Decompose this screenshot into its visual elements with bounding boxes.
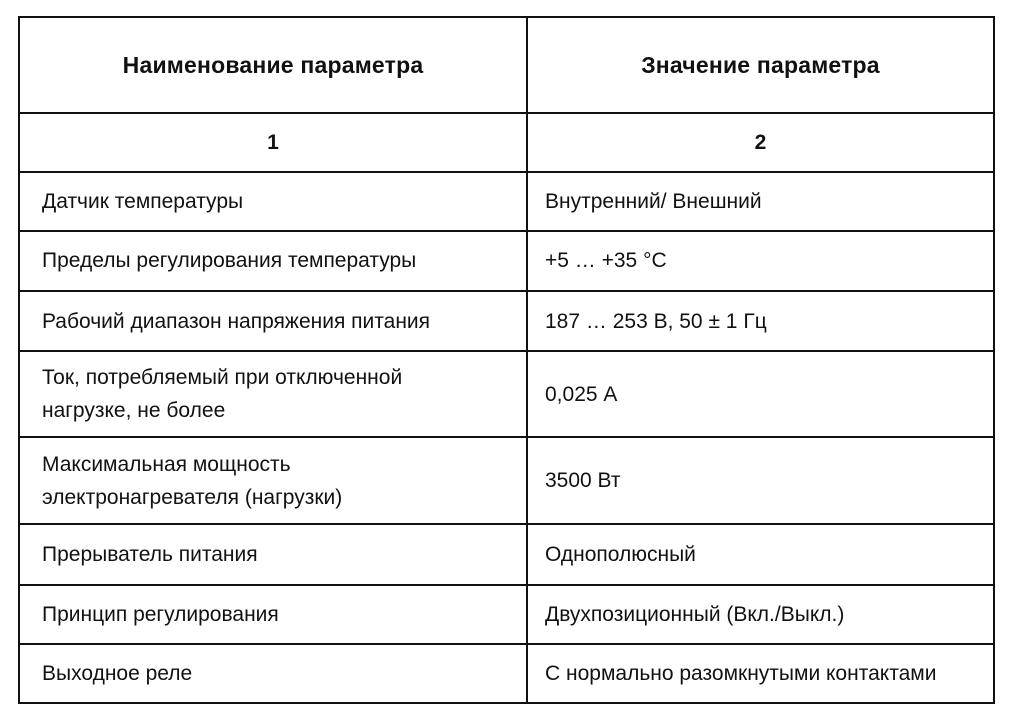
param-name: Максимальная мощность электронагревателя (нагрузки): [42, 452, 343, 509]
param-name: Ток, потребляемый при отключенной нагрузке, не более: [42, 366, 403, 423]
param-name: Пределы регулирования температуры: [42, 249, 417, 273]
param-value-cell: [527, 437, 993, 524]
header-param-name: Наименование параметра: [20, 18, 527, 113]
parameters-table-grid: [20, 18, 993, 702]
param-name-cell: [20, 644, 527, 702]
table-row: [20, 172, 993, 230]
table-row: [20, 644, 993, 702]
param-value-cell: [527, 231, 993, 291]
param-value-cell: [527, 351, 993, 437]
param-name: Выходное реле: [42, 661, 193, 685]
param-name-cell: [20, 172, 527, 230]
param-value: Однополюсный: [545, 543, 696, 567]
param-name-cell: [20, 351, 527, 437]
table-row: [20, 437, 993, 524]
column-number-1: 1: [20, 113, 527, 172]
param-value: С нормально разомкнутыми контактами: [545, 661, 937, 685]
param-value-cell: [527, 524, 993, 585]
table-row: [20, 291, 993, 351]
param-name: Прерыватель питания: [42, 543, 258, 567]
table-row: [20, 351, 993, 437]
param-value-cell: [527, 291, 993, 351]
table-header-row: [20, 18, 993, 113]
param-value: Внутренний/ Внешний: [545, 190, 762, 213]
param-name-cell: [20, 437, 527, 524]
param-name: Рабочий диапазон напряжения питания: [42, 309, 431, 333]
table-row: [20, 524, 993, 585]
param-name-cell: [20, 585, 527, 643]
param-name-cell: [20, 524, 527, 585]
param-value: 0,025 А: [545, 382, 618, 406]
header-param-value: Значение параметра: [527, 18, 993, 113]
param-value: 3500 Вт: [545, 469, 621, 493]
param-name: Датчик температуры: [42, 190, 244, 213]
param-value-cell: [527, 644, 993, 702]
table-row: [20, 585, 993, 643]
table-row: [20, 231, 993, 291]
parameters-table: [18, 16, 995, 704]
param-name-cell: [20, 291, 527, 351]
column-number-row: [20, 113, 993, 172]
column-number-2: 2: [527, 113, 993, 172]
param-value: +5 … +35 °С: [545, 249, 667, 273]
param-value: Двухпозиционный (Вкл./Выкл.): [545, 603, 845, 626]
param-name: Принцип регулирования: [42, 603, 279, 626]
param-value-cell: [527, 585, 993, 643]
param-value: 187 … 253 В, 50 ± 1 Гц: [545, 309, 767, 333]
param-name-cell: [20, 231, 527, 291]
param-value-cell: [527, 172, 993, 230]
